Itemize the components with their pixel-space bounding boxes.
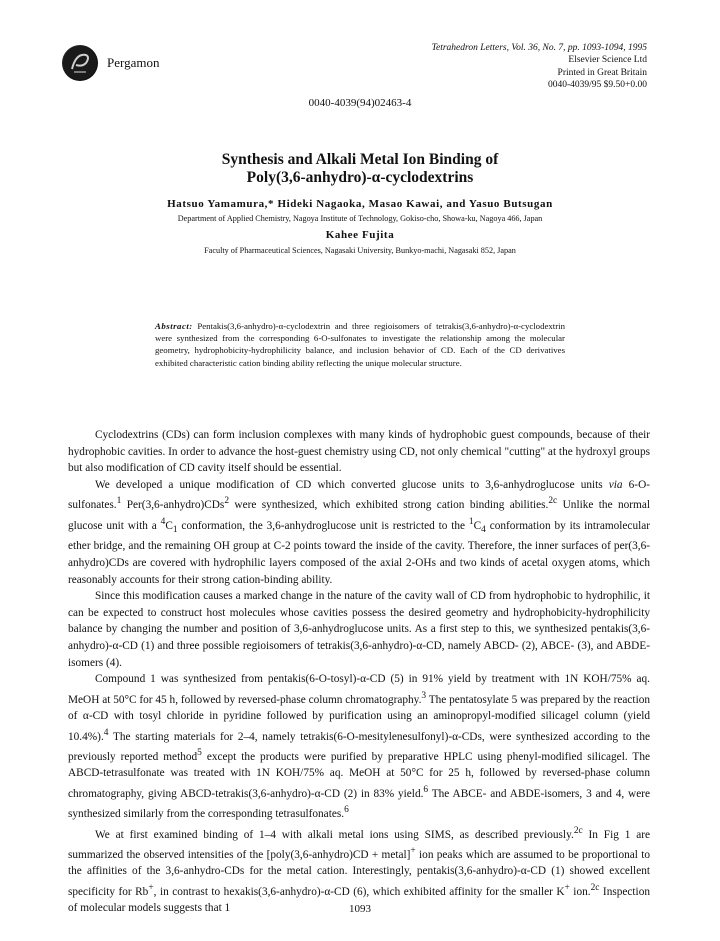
journal-citation: Tetrahedron Letters, Vol. 36, No. 7, pp. 1093-1094, 1995 (431, 43, 647, 53)
paragraph-2: We developed a unique modification of CD which converted glucose units to 3,6-anhydroglucose units via 6-O-sulfonates.$^1$ Per(3,6-anhydro)CDs$^2$ were synthesized, which exhibited strong cation binding abilities.$^{2c}$ Unlike the normal glucose unit with a $^4C_1$ conformation, the 3,6-anhydroglucose unit is restricted to the $^1C_4$ conformation by its intramolecular ether bridge, and the remaining OH group at C-2 points toward the inside of the cavity. Therefore, the inner surfaces of per(3,6-anhydro)CDs are covered with hydrophilic layers composed of the axial 2-OHs and two kinds of acetal oxygen atoms, which reasonably accounts for their strong cation-binding ability. (68, 478, 651, 586)
paragraph-5: We at first examined binding of 1–4 with alkali metal ions using SIMS, as described previously.$^{2c}$ In Fig 1 are summarized the observed intensities of the [poly(3,6-anhydro)CD + metal]+ ion peaks which are assumed to be proportional to the affinities of the 3,6-anhydro-CDs for the metal cation. Interestingly, pentakis(3,6-anhydro)-α-CD (1) showed excellent specificity for Rb+, in contrast to hexakis(3,6-anhydro)-α-CD (6), which exhibited affinity for the smaller K+ ion.$^{2c}$ Inspection of molecular models suggests that 1 (68, 825, 650, 915)
paragraph-1: Cyclodextrins (CDs) can form inclusion complexes with many kinds of hydrophobic guest compounds, because of their hydrophobic cavities. In order to advance the host-guest chemistry using CD, not only chemical "cutting" at the hydroxyl groups but also modification of CD cavity itself should be essential. (68, 429, 650, 475)
abstract-text: Pentakis(3,6-anhydro)-α-cyclodextrin and three regioisomers of tetrakis(3,6-anhydro)-α-cyclodextrin were synthesized from the corresponding 6-O-sulfonates to investigate the relationship among the molecular geometry, hydrophobicity-hydrophilicity balance, and inclusion behavior of CD. Each of the CD derivatives exhibited characteristic cation binding ability reflecting the unique molecular structure. (155, 321, 566, 368)
paragraph-3: Since this modification causes a marked change in the nature of the cavity wall of CD from hydrophobic to hydrophilic, it can be expected to construct host molecules whose cavities possess the desired geometry and hydrophobicity-hydrophilicity balance by changing the number and position of 3,6-anhydroglucose units. As a first step to this, we synthesized pentakis(3,6-anhydro)-α-CD (1) and three possible regioisomers of tetrakis(3,6-anhydro)-α-CD, namely ABCD- (2), ABCE- (3), and ABDE-isomers (4). (68, 590, 650, 669)
affiliation-1: Department of Applied Chemistry, Nagoya Institute of Technology, Gokiso-cho, Showa-ku, Nagoya 466, Japan (177, 214, 543, 223)
affiliation-2: Faculty of Pharmaceutical Sciences, Nagasaki University, Bunkyo-machi, Nagasaki 852, Japan (204, 246, 516, 255)
abstract (155, 320, 565, 369)
article-body (68, 427, 650, 917)
journal-publisher-line: Elsevier Science Ltd (568, 55, 647, 66)
article-identifier: 0040-4039(94)02463-4 (308, 97, 412, 109)
journal-printed-line: Printed in Great Britain (557, 67, 647, 78)
author-list: Hatsuo Yamamura,* Hideki Nagaoka, Masao Kawai, and Yasuo Butsugan (167, 198, 553, 210)
abstract-label: Abstract: (155, 321, 193, 331)
author-list-2: Kahee Fujita (325, 229, 395, 241)
pergamon-logo-icon (62, 45, 98, 81)
publisher-name: Pergamon (107, 55, 160, 70)
journal-price-line: 0040-4039/95 $9.50+0.00 (547, 79, 647, 90)
article-title (0, 151, 720, 187)
publisher-logo (62, 45, 98, 81)
title-line-1: Synthesis and Alkali Metal Ion Binding of (221, 151, 499, 168)
paragraph-4: Compound 1 was synthesized from pentakis(6-O-tosyl)-α-CD (5) in 91% yield by treatment with 1N KOH/75% aq. MeOH at 50°C for 45 h, followed by reversed-phase column chromatography.$^3$ The pentatosylate 5 was prepared by the reaction of α-CD with tosyl chloride in pyridine followed by purification using an aminopropyl-modified silicagel column (yield 10.4%).$^4$ The starting materials for 2–4, namely tetrakis(6-O-mesitylenesulfonyl)-α-CDs, were synthesized according to the previously reported method$^5$ except the products were purified by preparative HPLC using phenyl-modified silicagel. The ABCD-tetrasulfonate was treated with 1N KOH/75% aq. MeOH at 50°C for 25 h, followed by reversed-phase column chromatography, giving ABCD-tetrakis(3,6-anhydro)-α-CD (2) in 83% yield.$^6$ The ABCE- and ABDE-isomers, 3 and 4, were synthesized similarly from the corresponding tetrasulfonates.$^6$ (68, 673, 651, 821)
journal-info (432, 42, 647, 91)
page-number: 1093 (349, 903, 371, 915)
title-line-2: Poly(3,6-anhydro)-α-cyclodextrins (246, 169, 474, 186)
